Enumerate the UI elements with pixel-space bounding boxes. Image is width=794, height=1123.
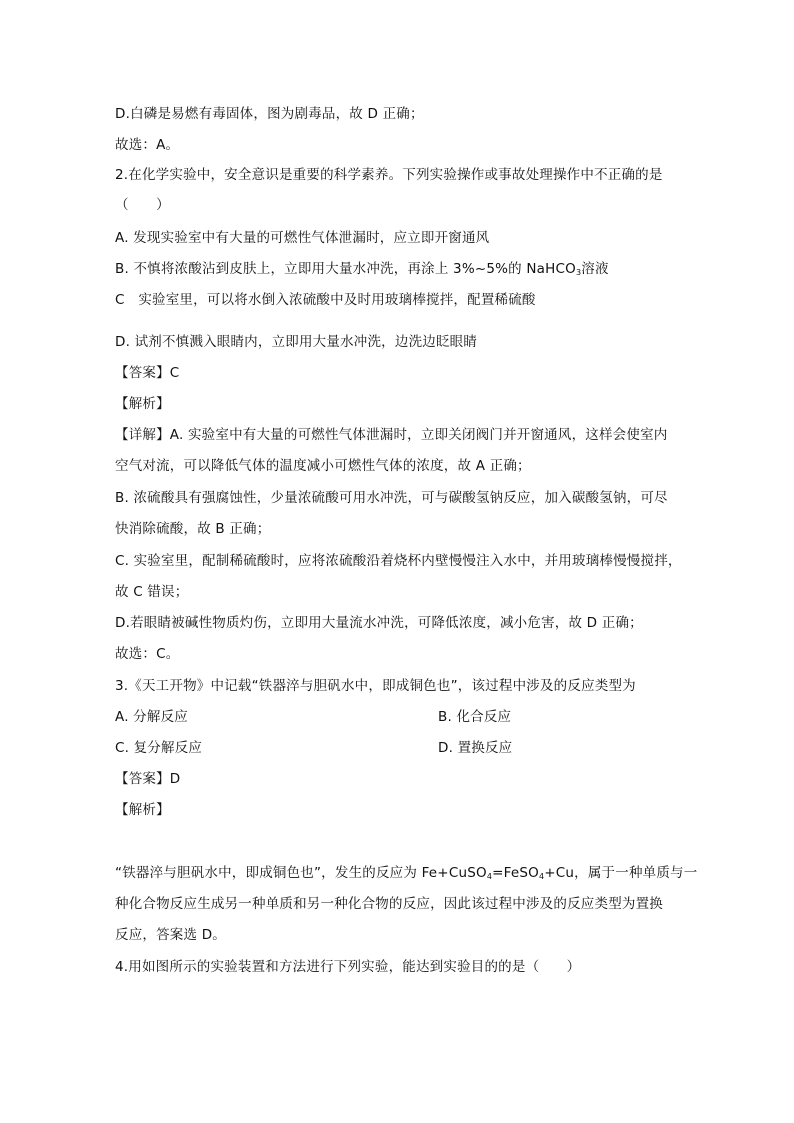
subscript: 4	[538, 872, 545, 881]
explanation-line: B. 浓硫酸具有强腐蚀性，少量浓硫酸可用水冲洗，可与碳酸氢钠反应，加入碳酸氢钠，可尽	[115, 490, 668, 506]
answer-label: 【答案】C	[115, 365, 180, 381]
explanation-line: C. 实验室里，配制稀硫酸时，应将浓硫酸沿着烧杯内壁慢慢注入水中，并用玻璃棒慢慢搅拌，	[115, 553, 682, 569]
explanation-line: D.若眼睛被碱性物质灼伤，立即用大量流水冲洗，可降低浓度，减小危害，故 D 正确；	[115, 615, 643, 631]
subscript: 3	[575, 268, 582, 277]
analysis-label: 【解析】	[115, 396, 170, 412]
question-2-stem: 2.在化学实验中，安全意识是重要的科学素养。下列实验操作或事故处理操作中不正确的是	[115, 167, 663, 183]
question-2-option-a: A. 发现实验室中有大量的可燃性气体泄漏时，应立即开窗通风	[115, 230, 490, 246]
option-b-text: B. 不慎将浓酸沾到皮肤上，立即用大量水冲洗，再涂上 3%~5%的 NaHCO	[115, 261, 576, 277]
question-3-option-c: C. 复分解反应	[115, 740, 203, 756]
subscript: 4	[486, 872, 493, 881]
question-3-option-a: A. 分解反应	[115, 709, 188, 725]
explanation-line: 故选：C。	[115, 646, 180, 662]
question-4-stem: 4.用如图所示的实验装置和方法进行下列实验，能达到实验目的的是（ ）	[115, 959, 581, 975]
question-2-paren: （ ）	[115, 197, 170, 213]
explanation-line: 反应，答案选 D。	[115, 927, 226, 943]
question-2-option-d: D. 试剂不慎溅入眼睛内，立即用大量水冲洗，边洗边眨眼睛	[115, 334, 478, 350]
question-3-stem: 3.《天工开物》中记载“铁器淬与胆矾水中，即成铜色也”，该过程中涉及的反应类型为	[115, 678, 636, 694]
explanation-line: 【详解】A. 实验室中有大量的可燃性气体泄漏时，立即关闭阀门并开窗通风，这样会使室内	[115, 427, 668, 443]
explanation-line: 快消除硫酸，故 B 正确；	[115, 521, 271, 537]
text-line: 故选：A。	[115, 137, 180, 153]
explanation-line: 空气对流，可以降低气体的温度减小可燃性气体的浓度，故 A 正确；	[115, 458, 531, 474]
answer-label: 【答案】D	[115, 771, 181, 787]
text-line: D.白磷是易燃有毒固体，图为剧毒品，故 D 正确；	[115, 106, 424, 122]
explanation-line: 故 C 错误；	[115, 584, 189, 600]
explanation-text: “铁器淬与胆矾水中，即成铜色也”，发生的反应为 Fe+CuSO	[115, 865, 487, 881]
analysis-label: 【解析】	[115, 802, 170, 818]
explanation-text: +Cu，属于一种单质与一	[544, 865, 698, 881]
question-3-option-b: B. 化合反应	[438, 709, 512, 725]
question-3-option-d: D. 置换反应	[438, 740, 513, 756]
explanation-line	[115, 864, 697, 886]
option-b-tail: 溶液	[581, 261, 609, 277]
explanation-line: 种化合物反应生成另一种单质和另一种化合物的反应，因此该过程中涉及的反应类型为置换	[115, 896, 663, 912]
question-2-option-c: C 实验室里，可以将水倒入浓硫酸中及时用玻璃棒搅拌，配置稀硫酸	[115, 292, 536, 308]
question-2-option-b	[115, 260, 609, 282]
equation-equals: =FeSO	[492, 865, 539, 881]
